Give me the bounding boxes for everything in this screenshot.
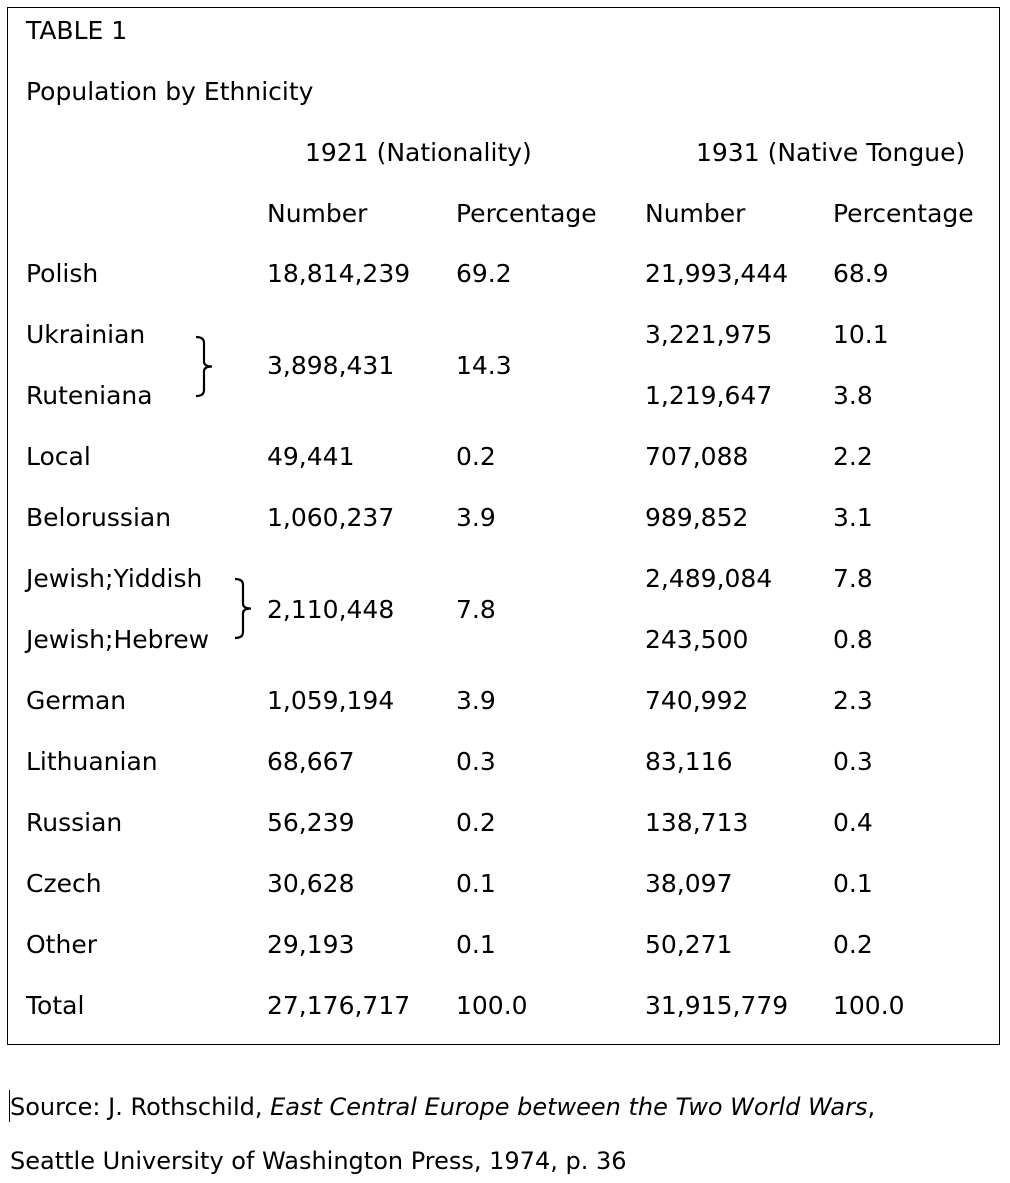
- row-label-ukrainian: Ukrainian: [26, 320, 146, 349]
- table-frame: [7, 7, 1000, 1045]
- row-label-czech: Czech: [26, 869, 102, 898]
- cell-jewish-hebrew-p1931: 0.8: [833, 625, 873, 654]
- cell-other-n1931: 50,271: [645, 930, 733, 959]
- source-suffix: ,: [867, 1093, 876, 1121]
- source-book-title: East Central Europe between the Two World Wars: [270, 1093, 868, 1121]
- cell-czech-p1931: 0.1: [833, 869, 873, 898]
- cell-total-n1921: 27,176,717: [267, 991, 411, 1020]
- cell-merged-jewish-p1921: 7.8: [456, 595, 496, 624]
- cell-merged-ukrainian-ruteniana-n1921: 3,898,431: [267, 351, 395, 380]
- cell-total-p1931: 100.0: [833, 991, 905, 1020]
- cell-jewish-hebrew-n1931: 243,500: [645, 625, 749, 654]
- cell-german-n1921: 1,059,194: [267, 686, 395, 715]
- cell-other-p1921: 0.1: [456, 930, 496, 959]
- cell-local-n1931: 707,088: [645, 442, 749, 471]
- cell-russian-n1921: 56,239: [267, 808, 355, 837]
- cell-merged-ukrainian-ruteniana-p1921: 14.3: [456, 351, 512, 380]
- row-label-local: Local: [26, 442, 91, 471]
- cell-belorussian-p1931: 3.1: [833, 503, 873, 532]
- row-label-polish: Polish: [26, 259, 99, 288]
- cell-polish-n1931: 21,993,444: [645, 259, 789, 288]
- row-label-german: German: [26, 686, 127, 715]
- header-1931-number: Number: [645, 199, 746, 228]
- cell-german-p1921: 3.9: [456, 686, 496, 715]
- brace-ukrainian-ruteniana: [194, 335, 218, 398]
- cell-ruteniana-p1931: 3.8: [833, 381, 873, 410]
- header-1931-percentage: Percentage: [833, 199, 974, 228]
- row-label-russian: Russian: [26, 808, 123, 837]
- row-label-jewish-yiddish: Jewish;Yiddish: [26, 564, 203, 593]
- table-label: TABLE 1: [26, 16, 128, 45]
- cell-jewish-yiddish-p1931: 7.8: [833, 564, 873, 593]
- cell-russian-n1931: 138,713: [645, 808, 749, 837]
- cell-ukrainian-n1931: 3,221,975: [645, 320, 773, 349]
- cell-lithuanian-p1921: 0.3: [456, 747, 496, 776]
- table-title: Population by Ethnicity: [26, 77, 314, 106]
- cell-local-p1921: 0.2: [456, 442, 496, 471]
- cell-czech-n1921: 30,628: [267, 869, 355, 898]
- cell-total-p1921: 100.0: [456, 991, 528, 1020]
- row-label-ruteniana: Ruteniana: [26, 381, 153, 410]
- row-label-belorussian: Belorussian: [26, 503, 172, 532]
- header-1921-percentage: Percentage: [456, 199, 597, 228]
- cell-lithuanian-p1931: 0.3: [833, 747, 873, 776]
- row-label-total: Total: [26, 991, 85, 1020]
- row-label-jewish-hebrew: Jewish;Hebrew: [26, 625, 210, 654]
- cell-german-p1931: 2.3: [833, 686, 873, 715]
- cell-polish-p1921: 69.2: [456, 259, 512, 288]
- header-1921-number: Number: [267, 199, 368, 228]
- cell-belorussian-n1921: 1,060,237: [267, 503, 395, 532]
- cell-polish-p1931: 68.9: [833, 259, 889, 288]
- cell-lithuanian-n1931: 83,116: [645, 747, 733, 776]
- brace-jewish: [233, 577, 257, 640]
- cell-other-p1931: 0.2: [833, 930, 873, 959]
- cell-total-n1931: 31,915,779: [645, 991, 789, 1020]
- cell-lithuanian-n1921: 68,667: [267, 747, 355, 776]
- row-label-lithuanian: Lithuanian: [26, 747, 158, 776]
- row-label-other: Other: [26, 930, 97, 959]
- cell-russian-p1931: 0.4: [833, 808, 873, 837]
- source-citation-line-1: [10, 1092, 875, 1122]
- header-group-1921: 1921 (Nationality): [305, 138, 532, 167]
- cell-polish-n1921: 18,814,239: [267, 259, 411, 288]
- cell-other-n1921: 29,193: [267, 930, 355, 959]
- cell-local-n1921: 49,441: [267, 442, 355, 471]
- cell-czech-p1921: 0.1: [456, 869, 496, 898]
- cell-local-p1931: 2.2: [833, 442, 873, 471]
- cell-merged-jewish-n1921: 2,110,448: [267, 595, 395, 624]
- cell-russian-p1921: 0.2: [456, 808, 496, 837]
- source-prefix: Source: J. Rothschild,: [10, 1093, 271, 1121]
- cell-czech-n1931: 38,097: [645, 869, 733, 898]
- cell-german-n1931: 740,992: [645, 686, 749, 715]
- cell-belorussian-n1931: 989,852: [645, 503, 749, 532]
- header-group-1931: 1931 (Native Tongue): [696, 138, 966, 167]
- cell-ukrainian-p1931: 10.1: [833, 320, 889, 349]
- cell-belorussian-p1921: 3.9: [456, 503, 496, 532]
- cell-jewish-yiddish-n1931: 2,489,084: [645, 564, 773, 593]
- cell-ruteniana-n1931: 1,219,647: [645, 381, 773, 410]
- source-citation-line-2: Seattle University of Washington Press, 1974, p. 36: [10, 1147, 627, 1175]
